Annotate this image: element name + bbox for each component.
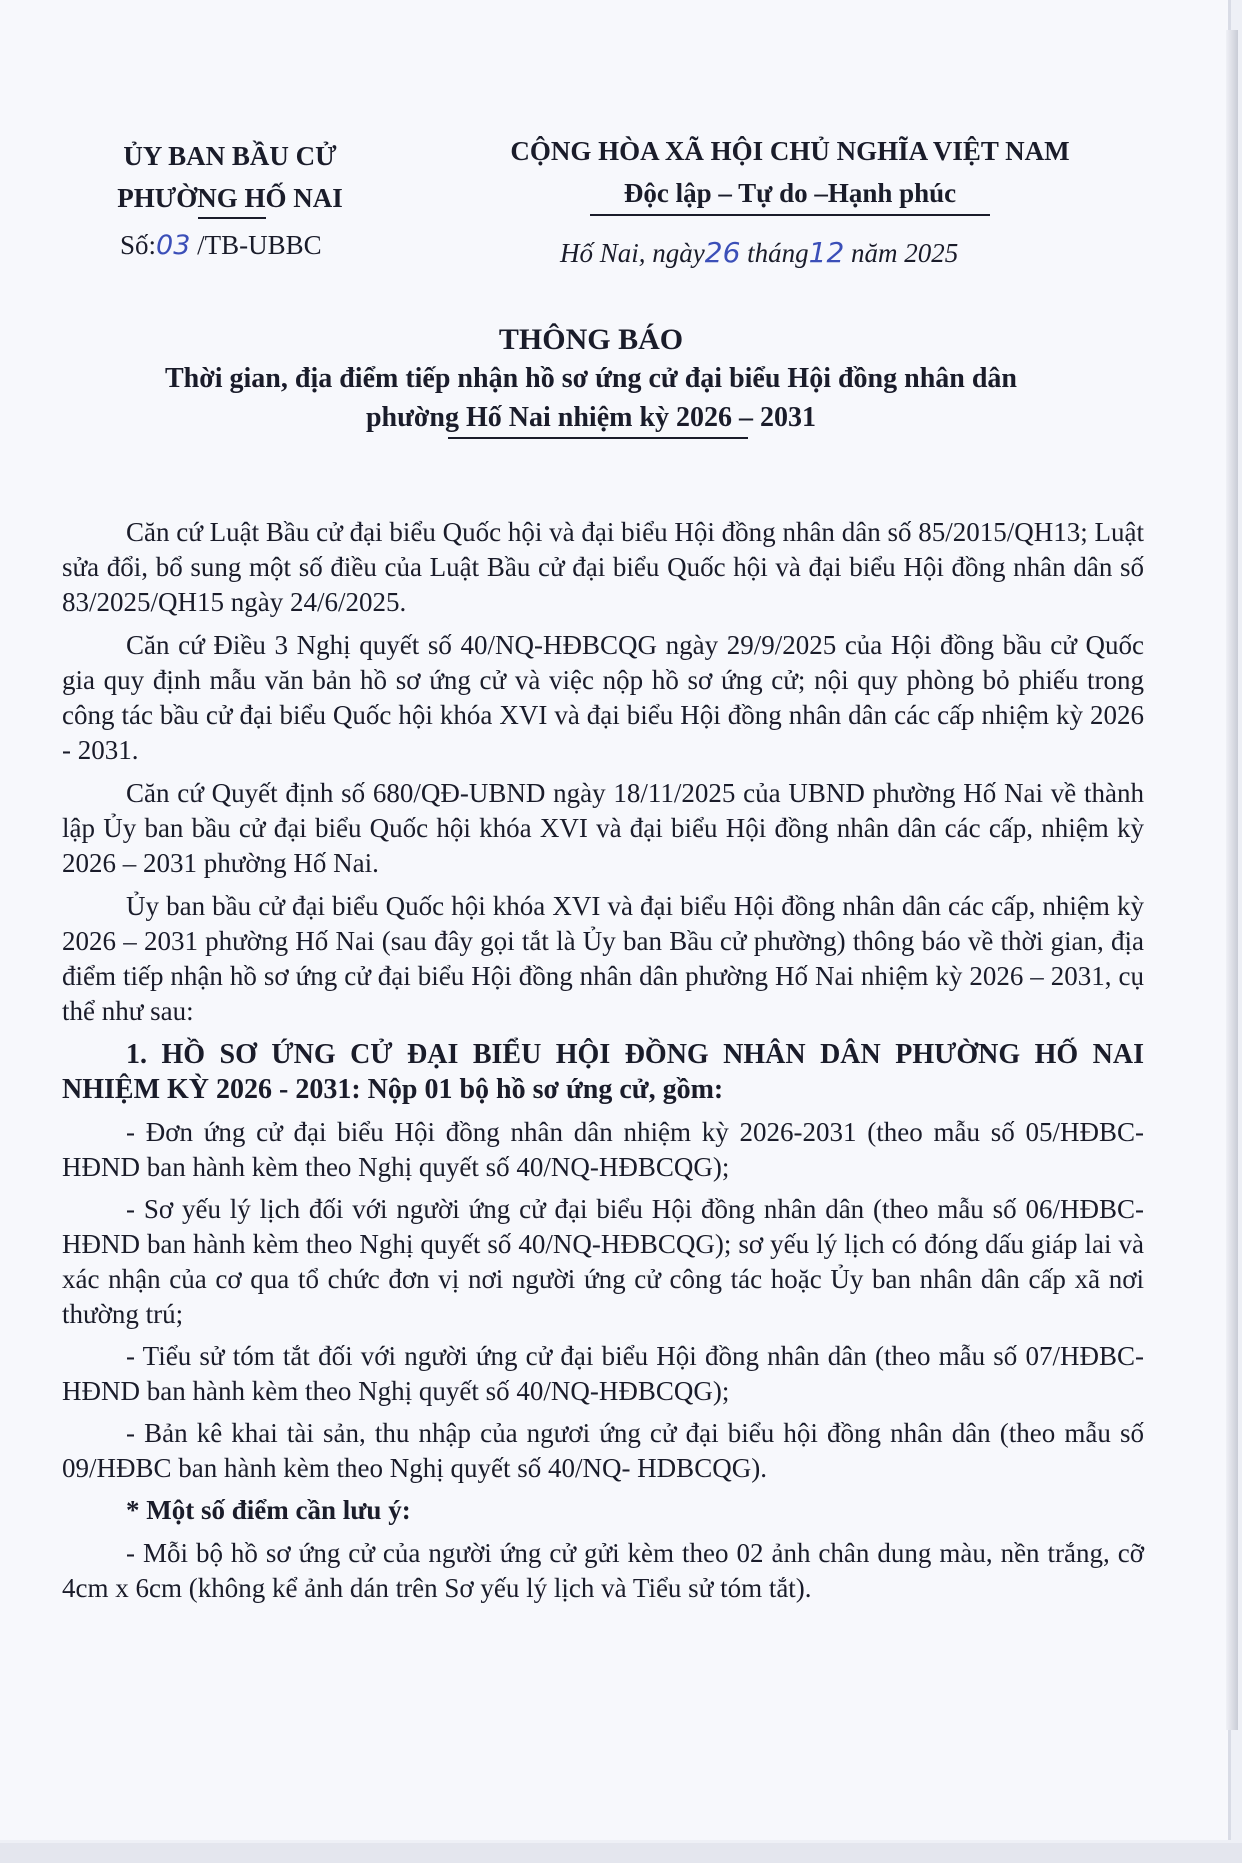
title-line-3: phường Hố Nai nhiệm kỳ 2026 – 2031 — [365, 402, 817, 433]
date-month-word: tháng — [747, 238, 809, 268]
number-suffix: /TB-UBBC — [197, 230, 322, 260]
list-item: - Mỗi bộ hồ sơ ứng cử của người ứng cử gửi kèm theo 02 ảnh chân dung màu, nền trắng, cỡ 4cm x 6cm (không kể ảnh dán trên Sơ yếu lý lịch và Tiểu sử tóm tắt). — [62, 1538, 1144, 1603]
agency-underline — [198, 217, 266, 219]
paragraph-legal-basis-3: Căn cứ Quyết định số 680/QĐ-UBND ngày 18/11/2025 của UBND phường Hố Nai về thành lập Ủy ban bầu cử đại biểu Quốc hội khóa XVI và đại biểu Hội đồng nhân dân các cấp, nhiệm kỳ 2026 – 2031 phường Hố Nai. — [62, 778, 1144, 878]
list-item: - Sơ yếu lý lịch đối với người ứng cử đại biểu Hội đồng nhân dân (theo mẫu số 06/HĐBC-HĐND ban hành kèm theo Nghị quyết số 40/NQ-HĐBCQG); sơ yếu lý lịch có đóng dấu giáp lai và xác nhận của cơ qua tổ chức đơn vị nơi người ứng cử công tác hoặc Ủy ban nhân dân cấp xã nơi thường trú; — [62, 1194, 1144, 1329]
document-number — [120, 230, 322, 261]
paragraph-announcement: Ủy ban bầu cử đại biểu Quốc hội khóa XVI và đại biểu Hội đồng nhân dân các cấp, nhiệm kỳ 2026 – 2031 phường Hố Nai (sau đây gọi tắt là Ủy ban Bầu cử phường) thông báo về thời gian, địa điểm tiếp nhận hồ sơ ứng cử đại biểu Hội đồng nhân dân phường Hố Nai nhiệm kỳ 2026 – 2031, cụ thể như sau: — [62, 891, 1144, 1026]
list-item: - Bản kê khai tài sản, thu nhập của ngươi ứng cử đại biểu hội đồng nhân dân (theo mẫu số 09/HĐBC ban hành kèm theo Nghị quyết số 40/NQ- HDBCQG). — [62, 1418, 1144, 1483]
number-prefix: Số: — [120, 230, 157, 260]
date-year: năm 2025 — [851, 238, 959, 268]
motto-underline — [590, 214, 990, 216]
date-line — [560, 236, 958, 269]
date-place: Hố Nai, ngày — [560, 238, 705, 268]
title-underline — [448, 437, 748, 439]
title-line-1: THÔNG BÁO — [498, 323, 684, 356]
nation-name: CỘNG HÒA XÃ HỘI CHỦ NGHĨA VIỆT NAM — [510, 136, 1070, 166]
document-body — [62, 515, 1144, 1613]
date-day-handwritten: 26 — [704, 236, 741, 269]
list-item: - Tiểu sử tóm tắt đối với người ứng cử đại biểu Hội đồng nhân dân (theo mẫu số 07/HĐBC-HĐND ban hành kèm theo Nghị quyết số 40/NQ-HĐBCQG); — [62, 1341, 1144, 1406]
date-month-handwritten: 12 — [808, 236, 845, 269]
document-title — [0, 320, 1182, 437]
list-item: - Đơn ứng cử đại biểu Hội đồng nhân dân nhiệm kỳ 2026-2031 (theo mẫu số 05/HĐBC-HĐND ban hành kèm theo Nghị quyết số 40/NQ-HĐBCQG); — [62, 1117, 1144, 1182]
agency-line-1: ỦY BAN BẦU CỬ — [123, 141, 337, 171]
paragraph-legal-basis-2: Căn cứ Điều 3 Nghị quyết số 40/NQ-HĐBCQG ngày 29/9/2025 của Hội đồng bầu cử Quốc gia quy định mẫu văn bản hồ sơ ứng cử và việc nộp hồ sơ ứng cử; nội quy phòng bỏ phiếu trong công tác bầu cử đại biểu Quốc hội khóa XVI và đại biểu Hội đồng nhân dân các cấp nhiệm kỳ 2026 - 2031. — [62, 630, 1144, 765]
agency-line-2: PHƯỜNG HỐ NAI — [117, 183, 343, 213]
number-handwritten: 03 — [156, 230, 191, 261]
national-header — [450, 130, 1130, 214]
title-line-2: Thời gian, địa điểm tiếp nhận hồ sơ ứng cử đại biểu Hội đồng nhân dân — [164, 363, 1017, 394]
notes-heading: * Một số điểm cần lưu ý: — [126, 1495, 411, 1525]
section-1-heading: 1. HỒ SƠ ỨNG CỬ ĐẠI BIỂU HỘI ĐỒNG NHÂN DÂN PHƯỜNG HỐ NAI NHIỆM KỲ 2026 - 2031: Nộp 01 bộ hồ sơ ứng cử, gồm: — [62, 1039, 1144, 1105]
paragraph-legal-basis-1: Căn cứ Luật Bầu cử đại biểu Quốc hội và đại biểu Hội đồng nhân dân số 85/2015/QH13; Luật sửa đổi, bổ sung một số điều của Luật Bầu cử đại biểu Quốc hội và đại biểu Hội đồng nhân dân số 83/2025/QH15 ngày 24/6/2025. — [62, 517, 1144, 617]
nation-motto: Độc lập – Tự do –Hạnh phúc — [623, 178, 957, 208]
issuing-agency — [90, 135, 370, 219]
scan-edge-bottom — [0, 1843, 1242, 1863]
